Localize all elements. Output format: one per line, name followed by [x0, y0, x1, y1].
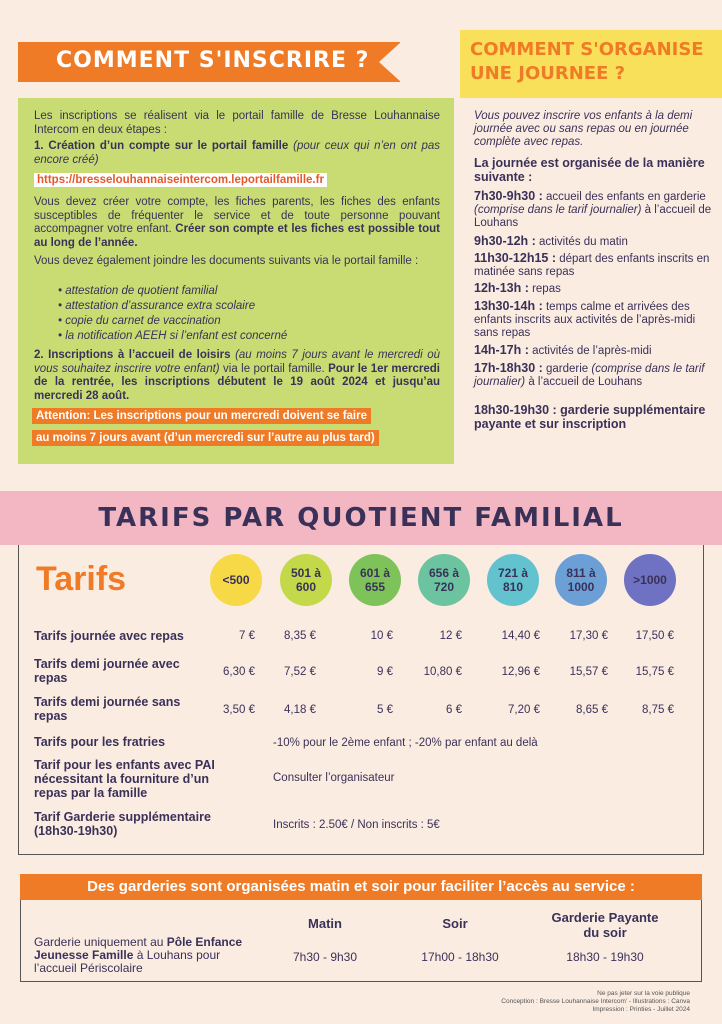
portal-link[interactable]: https://bresselouhannaiseintercom.leportailfamille.fr	[34, 173, 327, 187]
journee-organised: La journée est organisée de la manière suivante :	[474, 156, 705, 184]
list-item: • attestation d’assurance extra scolaire	[58, 299, 287, 314]
garderie-value: Inscrits : 2.50€ / Non inscrits : 5€	[273, 819, 440, 831]
garderies-banner-title: Des garderies sont organisées matin et soir pour faciliter l’accès au service :	[87, 878, 635, 895]
row-label-demi-avec-repas: Tarifs demi journée avec repas	[34, 657, 180, 685]
table-cell: 15,75 €	[635, 666, 674, 678]
inscription-intro: Les inscriptions se réalisent via le portail famille de Bresse Louhannaise Intercom en deux étapes :	[34, 110, 440, 136]
bracket-circle: 501 à 600	[280, 554, 332, 606]
para-documents: Vous devez également joindre les documents suivants via le portail famille :	[34, 255, 419, 267]
garderies-banner	[20, 874, 702, 900]
list-item: • la notification AEEH si l’enfant est concerné	[58, 329, 287, 344]
schedule-item: 17h-18h30 : garderie (comprise dans le tarif journalier) à l’accueil de Louhans	[474, 361, 705, 388]
table-cell: 7 €	[239, 630, 255, 642]
bracket-circle: 656 à 720	[418, 554, 470, 606]
table-cell: 17,50 €	[635, 630, 674, 642]
fratries-value: -10% pour le 2ème enfant ; -20% par enfant au delà	[273, 737, 538, 749]
schedule-item: 14h-17h : activités de l’après-midi	[474, 343, 652, 357]
table-cell: 7,20 €	[508, 704, 540, 716]
horaire-matin: 7h30 - 9h30	[292, 950, 358, 964]
schedule-item: 7h30-9h30 : accueil des enfants en garderie (comprise dans le tarif journalier) à l’accueil de Louhans	[474, 189, 712, 229]
table-cell: 3,50 €	[223, 704, 255, 716]
row-label-pai: Tarif pour les enfants avec PAI nécessitant la fourniture d’un repas par la famille	[34, 758, 215, 800]
left-header-title: COMMENT S'INSCRIRE ?	[56, 48, 370, 73]
pai-value: Consulter l’organisateur	[273, 772, 395, 784]
row-label-fratries: Tarifs pour les fratries	[34, 735, 166, 749]
tarifs-banner	[0, 491, 722, 545]
bracket-circle: 601 à 655	[349, 554, 401, 606]
horaire-soir: 17h00 - 18h30	[421, 950, 499, 964]
row-label-journee-repas: Tarifs journée avec repas	[34, 629, 184, 643]
table-cell: 10 €	[370, 630, 393, 642]
col-header-soir: Soir	[442, 916, 468, 931]
step1: 1. Création d’un compte sur le portail famille (pour ceux qui n’en ont pas encore créé)	[34, 140, 441, 166]
inscription-box	[18, 98, 454, 464]
attention-line2: au moins 7 jours avant (d’un mercredi sur l’autre au plus tard)	[32, 430, 379, 446]
table-cell: 8,65 €	[576, 704, 608, 716]
table-cell: 8,75 €	[642, 704, 674, 716]
col-header-payante: Garderie Payante du soir	[551, 910, 659, 940]
table-cell: 6,30 €	[223, 666, 255, 678]
schedule-item: 13h30-14h : temps calme et arrivées des enfants inscrits aux activités de l’après-midi sans repas	[474, 299, 696, 339]
para-create-account: Vous devez créer votre compte, les fiches parents, les fiches des enfants susceptibles de fréquenter le service et de toute personne pouvant accompagner votre enfant. Créer son compte et les fiches est possible tout au long de l’année.	[34, 196, 440, 249]
table-cell: 17,30 €	[569, 630, 608, 642]
schedule-item: 18h30-19h30 : garderie supplémentaire payante et sur inscription	[474, 403, 706, 431]
garderie-description: Garderie uniquement au Pôle Enfance Jeunesse Famille à Louhans pour l’accueil Périscolaire	[34, 935, 243, 975]
journee-intro: Vous pouvez inscrire vos enfants à la demi journée avec ou sans repas ou en journée complète avec repas.	[474, 110, 693, 148]
bracket-circle: >1000	[624, 554, 676, 606]
left-header-banner	[18, 42, 400, 82]
list-item: • attestation de quotient familial	[58, 284, 287, 299]
tarifs-banner-title: TARIFS PAR QUOTIENT FAMILIAL	[98, 503, 624, 533]
table-cell: 6 €	[446, 704, 462, 716]
bracket-circle: 721 à 810	[487, 554, 539, 606]
schedule-item: 12h-13h : repas	[474, 281, 561, 295]
right-header-banner	[460, 30, 722, 98]
table-cell: 10,80 €	[423, 666, 462, 678]
list-item: • copie du carnet de vaccination	[58, 314, 287, 329]
table-cell: 4,18 €	[284, 704, 316, 716]
bracket-circle: 811 à 1000	[555, 554, 607, 606]
step2: 2. Inscriptions à l’accueil de loisirs (au moins 7 jours avant le mercredi où vous souhaitez inscrire votre enfant) via le portail famille. Pour le 1er mercredi de la rentrée, les inscriptions débutent le 19 août 2024 et jusqu’au mercredi 28 août.	[34, 349, 441, 402]
table-cell: 12 €	[439, 630, 462, 642]
table-cell: 15,57 €	[569, 666, 608, 678]
documents-list	[58, 284, 287, 344]
bracket-circle: <500	[210, 554, 262, 606]
table-cell: 12,96 €	[501, 666, 540, 678]
footer-credits: Ne pas jeter sur la voie publique Conception : Bresse Louhannaise Intercom’ - Illustrations : Canva Impression : Printies - Juillet 2024	[501, 990, 690, 1013]
col-header-matin: Matin	[308, 916, 342, 931]
right-header-title: COMMENT S'ORGANISE UNE JOURNEE ?	[470, 39, 704, 84]
schedule-item: 11h30-12h15 : départ des enfants inscrits en matinée sans repas	[474, 251, 710, 278]
table-cell: 14,40 €	[501, 630, 540, 642]
row-label-demi-sans-repas: Tarifs demi journée sans repas	[34, 695, 181, 723]
table-cell: 9 €	[377, 666, 393, 678]
attention-line1: Attention: Les inscriptions pour un mercredi doivent se faire	[32, 408, 371, 424]
table-cell: 5 €	[377, 704, 393, 716]
row-label-garderie: Tarif Garderie supplémentaire (18h30-19h30)	[34, 810, 211, 838]
tarifs-heading: Tarifs	[36, 560, 127, 598]
horaire-payante: 18h30 - 19h30	[566, 950, 644, 964]
schedule-item: 9h30-12h : activités du matin	[474, 234, 628, 248]
table-cell: 8,35 €	[284, 630, 316, 642]
table-cell: 7,52 €	[284, 666, 316, 678]
